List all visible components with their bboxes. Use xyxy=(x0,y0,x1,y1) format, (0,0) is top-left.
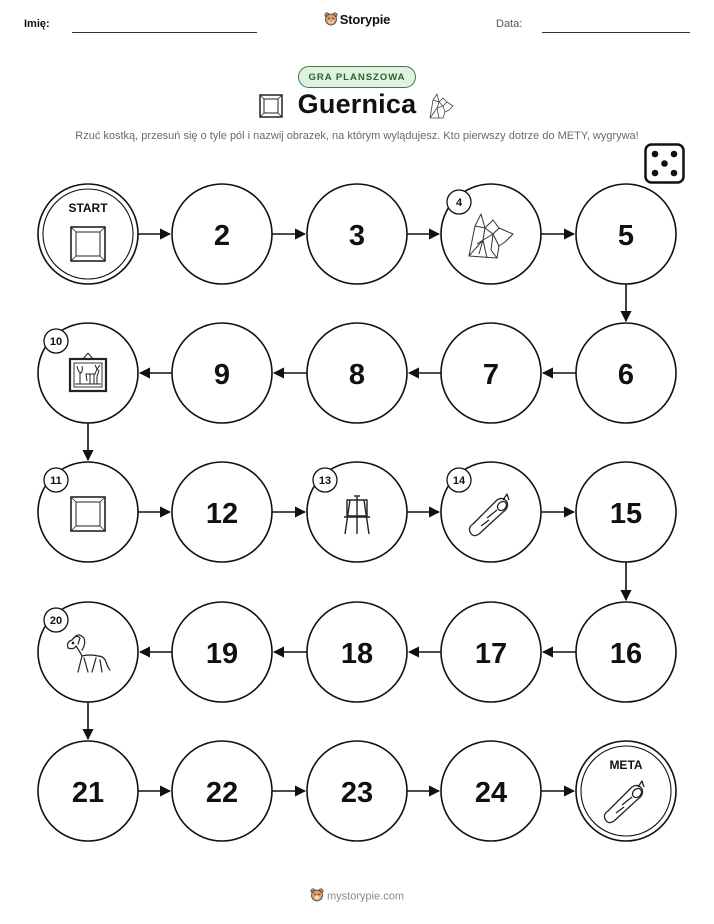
cell-number: 8 xyxy=(348,359,366,391)
cell-number: 21 xyxy=(71,777,105,809)
board-cell-2 xyxy=(172,184,272,284)
board-cell-15 xyxy=(576,462,676,562)
name-label: Imię: xyxy=(24,18,50,30)
cell-badge-number: 20 xyxy=(49,615,63,627)
page-title: Guernica xyxy=(297,89,417,119)
board-cell-17 xyxy=(441,602,541,702)
board-cell-11 xyxy=(38,462,138,562)
board-cell-25 xyxy=(576,741,676,841)
board-cell-12 xyxy=(172,462,272,562)
cell-number: 6 xyxy=(617,359,635,391)
cell-number: 5 xyxy=(617,220,635,252)
board-cell-16 xyxy=(576,602,676,702)
board-cell-23 xyxy=(307,741,407,841)
cell-number: 12 xyxy=(205,498,239,530)
board-cell-18 xyxy=(307,602,407,702)
cell-number: 9 xyxy=(213,359,231,391)
footer-url: mystorypie.com xyxy=(326,890,405,903)
deer-painting-icon xyxy=(70,353,106,391)
cell-number: 18 xyxy=(340,638,374,670)
cell-number: 24 xyxy=(474,777,508,809)
cell-badge-number: 4 xyxy=(455,197,463,209)
board-cell-1 xyxy=(38,184,138,284)
date-label: Data: xyxy=(496,18,523,30)
cell-number: 17 xyxy=(474,638,508,670)
game-type-badge: GRA PLANSZOWA xyxy=(298,66,416,88)
bear-logo-icon xyxy=(310,888,324,905)
instructions-text: Rzuć kostką, przesuń się o tyle pól i nazwij obrazek, na którym wylądujesz. Kto pierwszy dotrze do METY, wygrywa! xyxy=(75,130,639,142)
board-cell-24 xyxy=(441,741,541,841)
board-cell-13 xyxy=(307,462,407,562)
cell-number: 19 xyxy=(205,638,239,670)
cell-number: 2 xyxy=(213,220,231,252)
cell-label: META xyxy=(609,758,643,772)
cell-label: START xyxy=(68,201,108,215)
board-cell-20 xyxy=(38,602,138,702)
brand-name: Storypie xyxy=(339,12,391,27)
board-cell-8 xyxy=(307,323,407,423)
footer xyxy=(0,888,714,905)
board-cell-6 xyxy=(576,323,676,423)
board-cell-22 xyxy=(172,741,272,841)
board-cell-9 xyxy=(172,323,272,423)
board-cell-21 xyxy=(38,741,138,841)
board-cell-7 xyxy=(441,323,541,423)
board-cell-14 xyxy=(441,462,541,562)
board-cell-19 xyxy=(172,602,272,702)
board-cell-5 xyxy=(576,184,676,284)
board-cell-10 xyxy=(38,323,138,423)
board-cell-3 xyxy=(307,184,407,284)
cell-badge-number: 10 xyxy=(49,336,63,348)
cell-number: 22 xyxy=(205,777,239,809)
cell-number: 23 xyxy=(340,777,374,809)
cell-circle xyxy=(38,184,138,284)
cell-badge-number: 13 xyxy=(318,475,332,487)
cell-number: 16 xyxy=(609,638,643,670)
cell-number: 3 xyxy=(348,220,366,252)
cell-number: 7 xyxy=(482,359,500,391)
board-cells xyxy=(38,184,676,841)
board-cell-4 xyxy=(441,184,541,284)
cell-number: 15 xyxy=(609,498,643,530)
cell-badge-number: 11 xyxy=(50,475,62,487)
cell-badge-number: 14 xyxy=(452,475,466,487)
cell-circle xyxy=(576,741,676,841)
